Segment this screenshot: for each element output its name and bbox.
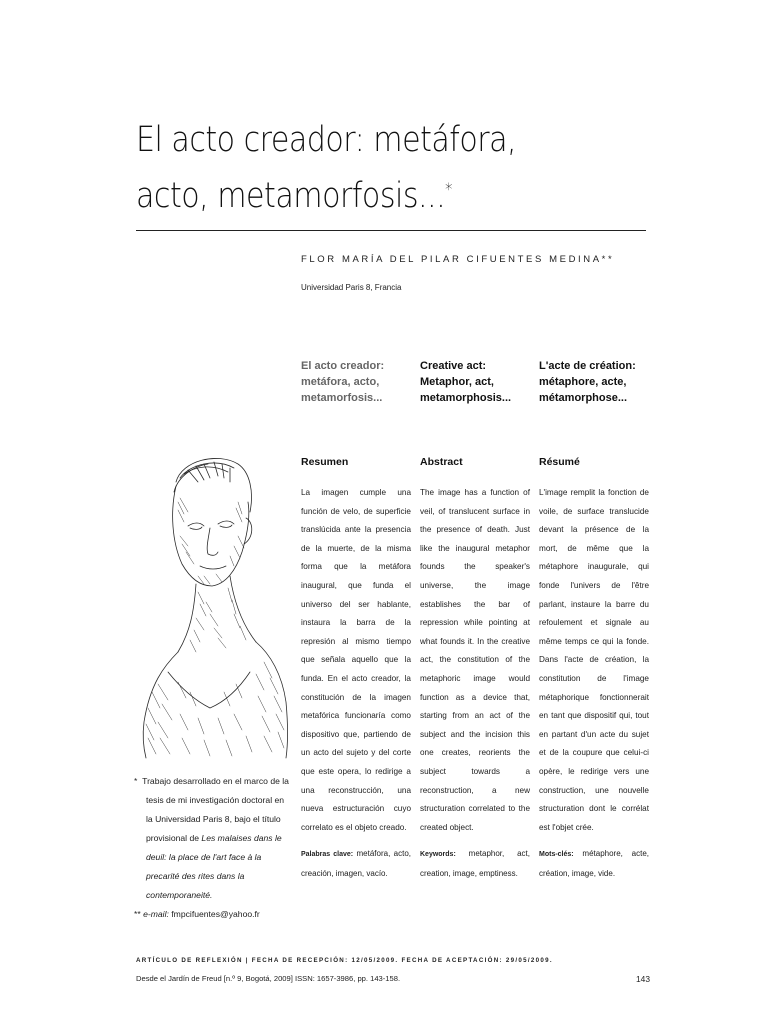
footnote-1-marker: * (134, 776, 138, 786)
abstract-french-body: L'image remplit la fonction de voile, de surface translucide devant la présence de la mort, de même que la métaphore inaugurale, qui fonde l'univers de l'être parlant, instaure la barre du refoulement et signale au même temps ce qui la fonde. Dans l'acte de création, la constitution de l'image métaphorique fonctionnerait en tant que dispositif qui, tout en partant d'un acte du sujet et de la coupure que celui-ci opère, le redirige vers une construction, une nouvelle structuration dont le corrélat est l'objet crée. (539, 488, 649, 832)
footnotes (134, 772, 292, 924)
footnote-1-thesis-title: Les malaises dans le deuil: la place de l'art face à la precarité des rites dans la contemporaneité. (146, 833, 282, 900)
title-divider (136, 230, 646, 231)
title-line-2-text: acto, metamorfosis... (136, 176, 446, 216)
keywords-french (539, 845, 649, 883)
abstract-english (420, 484, 530, 883)
footnote-1 (134, 772, 292, 905)
keywords-spanish (301, 845, 411, 883)
abstract-french (539, 484, 649, 883)
footnote-2 (134, 905, 292, 924)
article-title (136, 112, 583, 224)
heading-resumen: Resumen (301, 456, 349, 468)
title-line-2 (136, 168, 583, 224)
keywords-french-text: métaphore, acte, création, image, vide. (539, 849, 649, 878)
keywords-english-label: Keywords: (420, 851, 456, 859)
heading-resume: Résumé (539, 456, 580, 468)
abstract-english-body: The image has a function of veil, of translucent surface in the presence of death. Just like the inaugural metaphor founds the speaker's universe, the image establishes the bar of repression while pointing at what founds it. In the creative act, the constitution of the metaphoric image would function as a device that, starting from an act of the subject and the incision this one creates, reorients the subject towards a reconstruction, a new structuration correlated to the created object. (420, 488, 530, 832)
column-title-spanish: El acto creador: metáfora, acto, metamorfosis... (301, 360, 385, 404)
column-title-french: L'acte de création: métaphore, acte, métamorphose... (539, 360, 636, 404)
page-number: 143 (636, 974, 650, 984)
journal-citation: Desde el Jardín de Freud [n.º 9, Bogotá, 2009] ISSN: 1657-3986, pp. 143-158. (136, 974, 401, 983)
title-footnote-marker: * (445, 180, 452, 200)
heading-abstract: Abstract (420, 456, 463, 468)
footnote-1-text: Trabajo desarrollado en el marco de la tesis de mi investigación doctoral en la Universidad Paris 8, bajo el título provisional de (142, 776, 289, 843)
footnote-2-marker: ** (134, 909, 141, 919)
keywords-english (420, 845, 530, 883)
keywords-spanish-text: metáfora, acto, creación, imagen, vacío. (301, 849, 411, 878)
abstract-spanish-body: La imagen cumple una función de velo, de superficie translúcida ante la presencia de la muerte, de la misma forma que la metáfora inaugural, que funda el universo del ser hablante, instaura la barra de la represión al mismo tiempo que señala aquello que la funda. En el acto creador, la constitución de la imagen metafórica funcionaría como dispositivo que, partiendo de un acto del sujeto y del corte que este opera, lo redirige a una reconstrucción, una nueva estructuración cuyo correlato es el objeto creado. (301, 488, 411, 832)
keywords-french-label: Mots-clés: (539, 851, 574, 859)
author-footnote-marker: ** (601, 254, 615, 265)
footnote-2-label: e-mail: (143, 909, 169, 919)
keywords-english-text: metaphor, act, creation, image, emptiness. (420, 849, 530, 878)
keywords-spanish-label: Palabras clave: (301, 851, 354, 859)
author-email[interactable]: fmpcifuentes@yahoo.fr (171, 909, 260, 919)
author-name: FLOR MARÍA DEL PILAR CIFUENTES MEDINA (301, 254, 602, 265)
title-line-1: El acto creador: metáfora, (136, 120, 517, 160)
column-title-english: Creative act: Metaphor, act, metamorphosis... (420, 360, 512, 404)
author-affiliation: Universidad Paris 8, Francia (301, 283, 402, 292)
author-line (301, 254, 661, 265)
portrait-sketch (138, 452, 290, 760)
abstract-spanish (301, 484, 411, 883)
article-metadata: ARTÍCULO DE REFLEXIÓN | FECHA DE RECEPCIÓN: 12/05/2009. FECHA DE ACEPTACIÓN: 29/05/2009. (136, 957, 553, 964)
